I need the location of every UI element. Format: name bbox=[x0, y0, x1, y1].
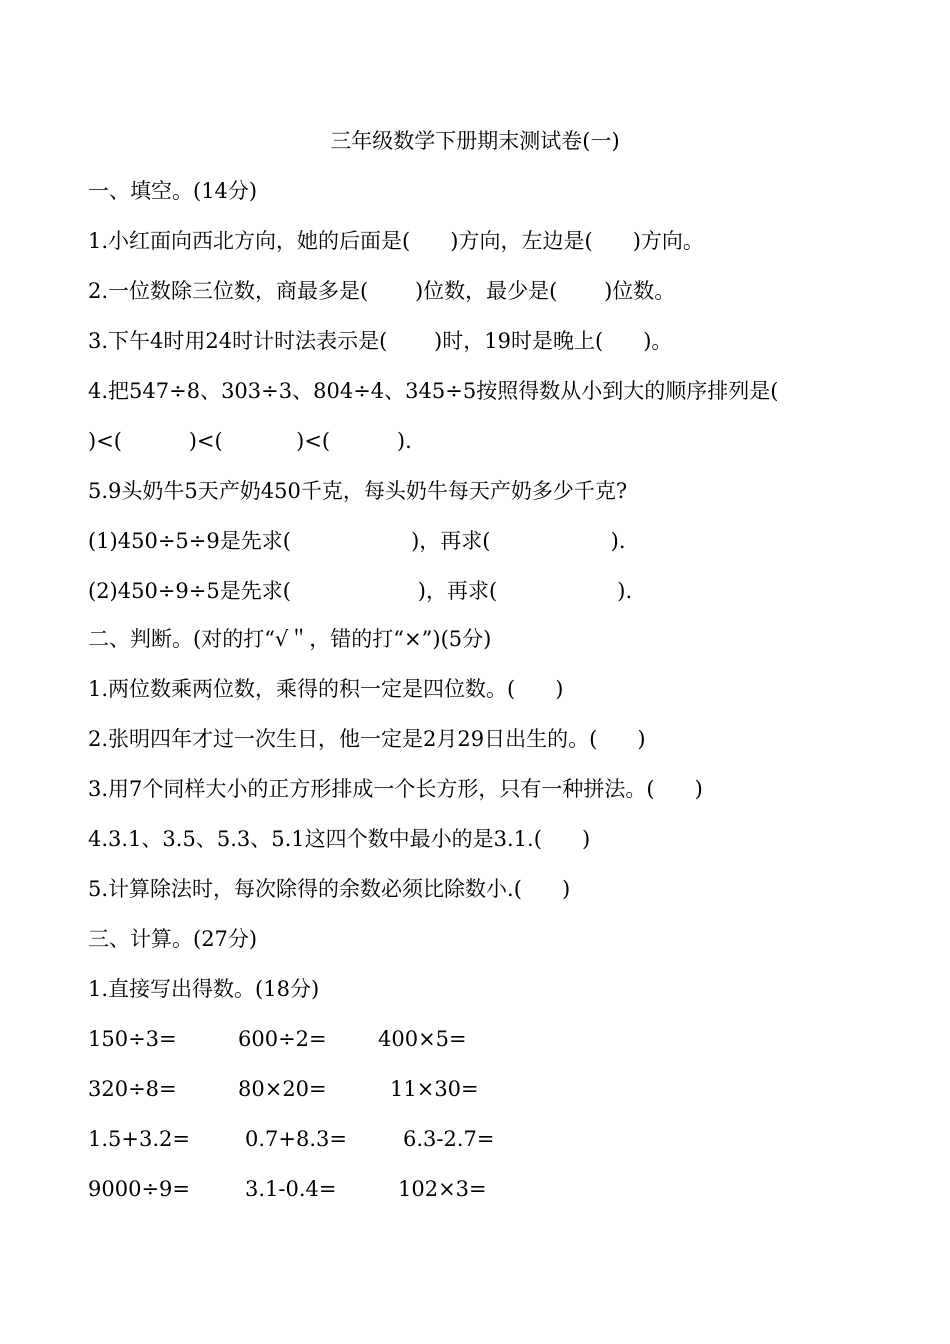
question-2-3: 3.用7个同样大小的正方形排成一个长方形，只有一种拼法。( ) bbox=[88, 777, 703, 801]
calc-item: 320÷8= bbox=[88, 1077, 177, 1101]
question-2-1: 1.两位数乘两位数，乘得的积一定是四位数。( ) bbox=[88, 677, 564, 701]
calc-item: 102×3= bbox=[398, 1177, 487, 1201]
question-1-4-line2: )<( )<( )<( ). bbox=[88, 429, 412, 453]
question-1-1: 1.小红面向西北方向，她的后面是( )方向，左边是( )方向。 bbox=[88, 229, 704, 253]
calc-item: 150÷3= bbox=[88, 1027, 177, 1051]
calc-item: 11×30= bbox=[390, 1077, 479, 1101]
page-title: 三年级数学下册期末测试卷(一) bbox=[330, 129, 620, 153]
section3-heading: 三、计算。(27分) bbox=[88, 927, 258, 951]
calc-item: 1.5+3.2= bbox=[88, 1127, 190, 1151]
section3-sub1: 1.直接写出得数。(18分) bbox=[88, 977, 320, 1001]
question-2-4: 4.3.1、3.5、5.3、5.1这四个数中最小的是3.1.( ) bbox=[88, 827, 591, 851]
question-2-5: 5.计算除法时，每次除得的余数必须比除数小.( ) bbox=[88, 877, 571, 901]
calc-item: 80×20= bbox=[238, 1077, 327, 1101]
question-1-5-part1: (1)450÷5÷9是先求( )，再求( ). bbox=[88, 529, 626, 553]
question-1-5-part2: (2)450÷9÷5是先求( )，再求( ). bbox=[88, 579, 633, 603]
calc-item: 600÷2= bbox=[238, 1027, 327, 1051]
calc-item: 9000÷9= bbox=[88, 1177, 190, 1201]
calc-item: 400×5= bbox=[378, 1027, 467, 1051]
question-1-4-line1: 4.把547÷8、303÷3、804÷4、345÷5按照得数从小到大的顺序排列是( bbox=[88, 379, 779, 403]
question-1-5: 5.9头奶牛5天产奶450千克，每头奶牛每天产奶多少千克? bbox=[88, 479, 628, 503]
question-1-3: 3.下午4时用24时计时法表示是( )时，19时是晚上( )。 bbox=[88, 329, 673, 353]
calc-item: 0.7+8.3= bbox=[245, 1127, 347, 1151]
section1-heading: 一、填空。(14分) bbox=[88, 179, 258, 203]
question-1-2: 2.一位数除三位数，商最多是( )位数，最少是( )位数。 bbox=[88, 279, 676, 303]
question-2-2: 2.张明四年才过一次生日，他一定是2月29日出生的。( ) bbox=[88, 727, 646, 751]
calc-item: 6.3-2.7= bbox=[403, 1127, 495, 1151]
section2-heading: 二、判断。(对的打“√＂，错的打“×”)(5分) bbox=[88, 627, 492, 651]
calc-item: 3.1-0.4= bbox=[245, 1177, 337, 1201]
